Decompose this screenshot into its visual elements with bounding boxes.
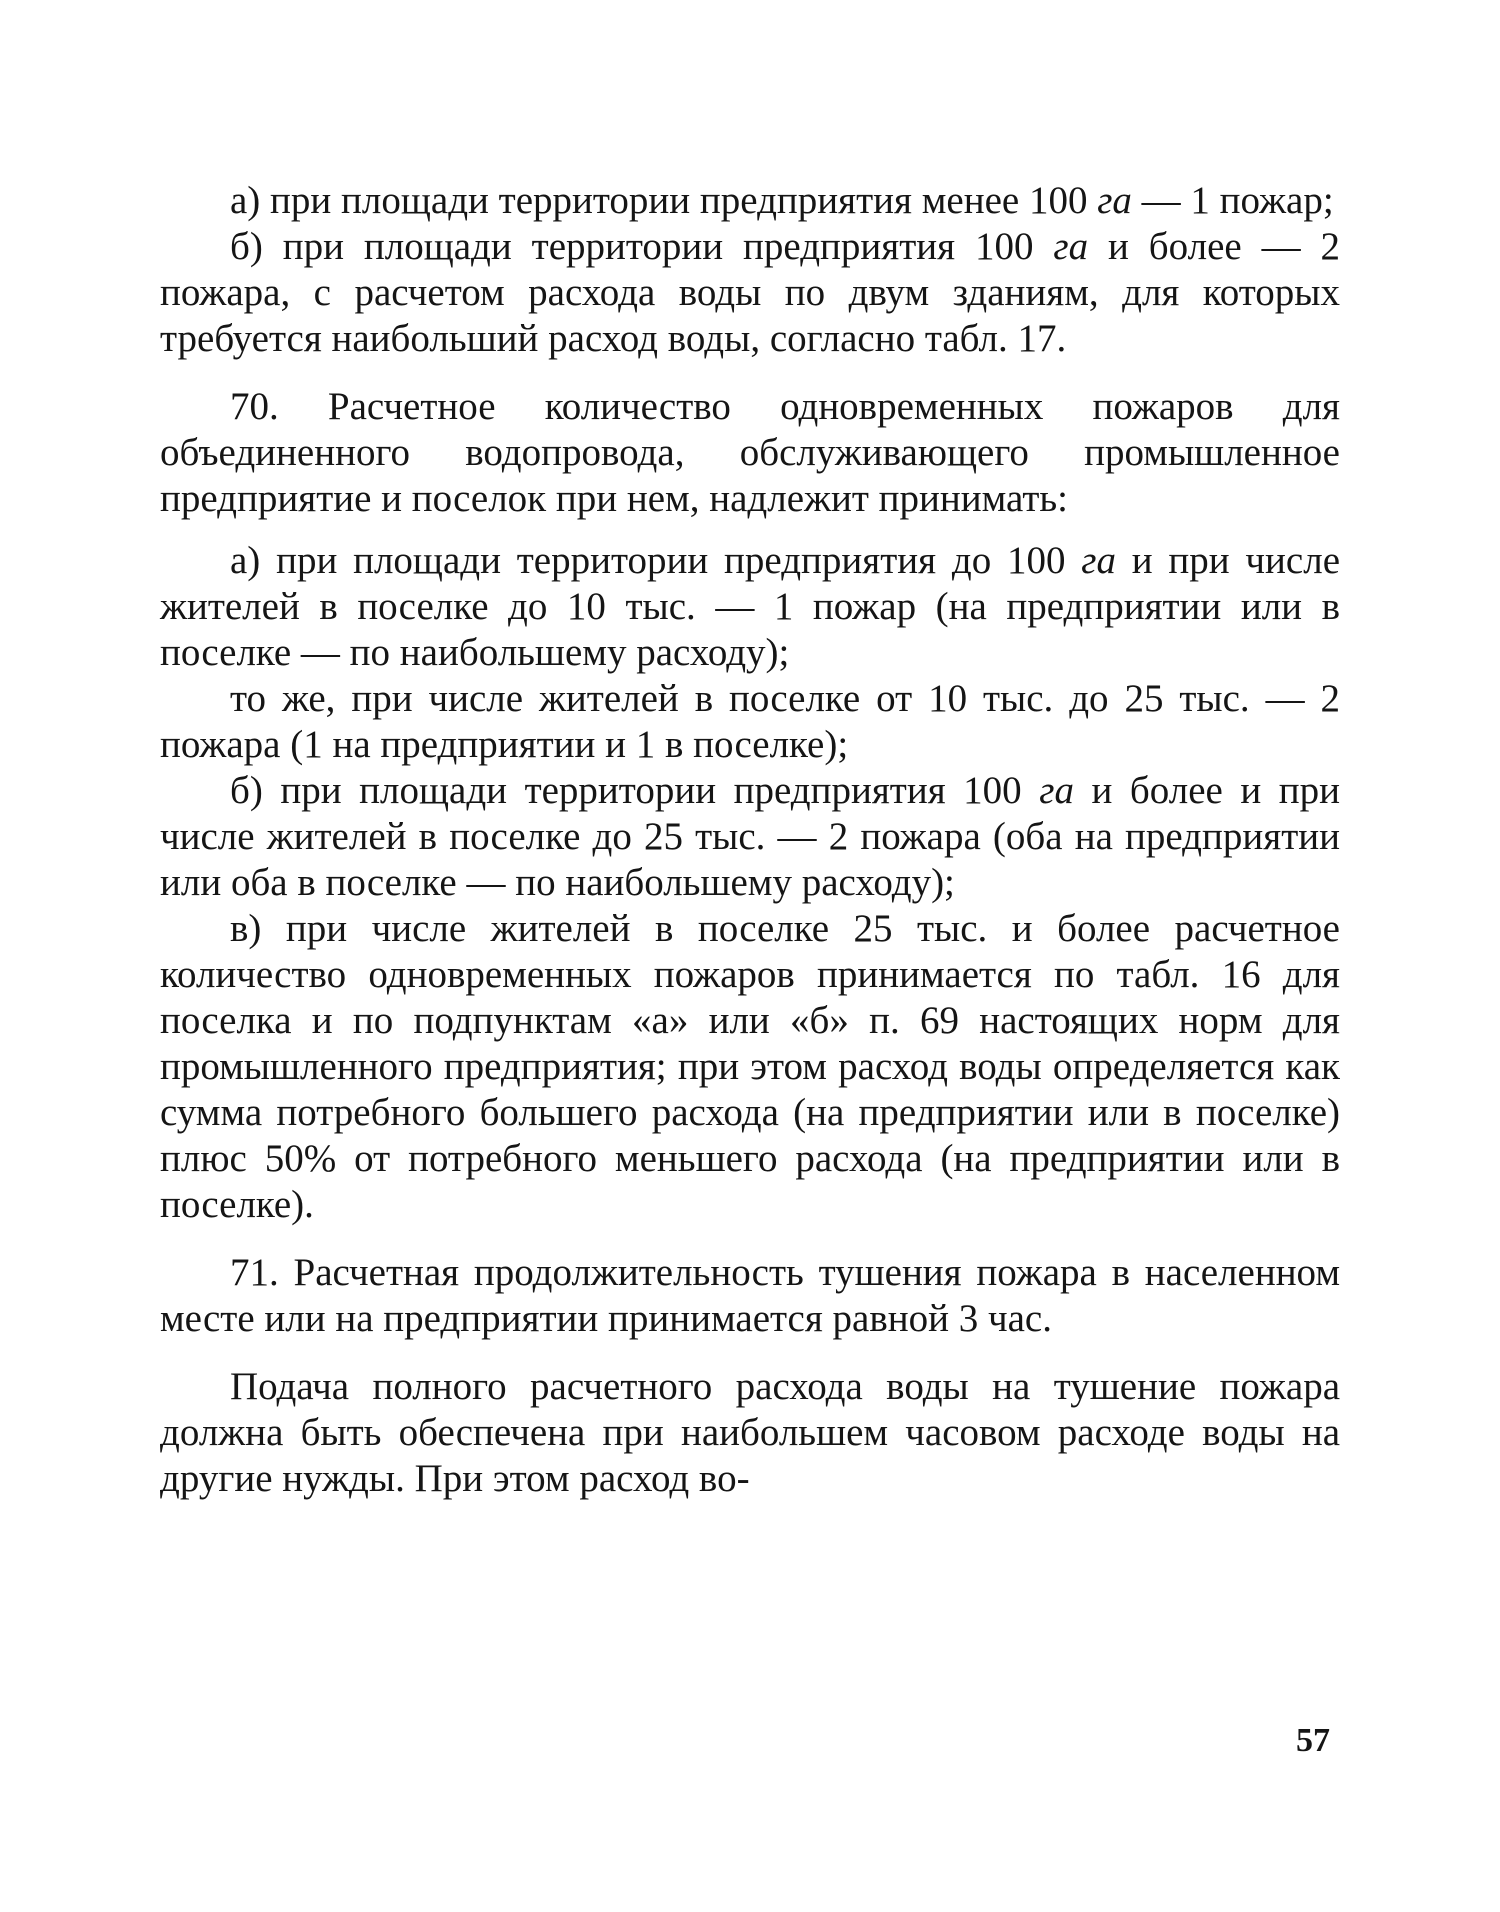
paragraph-70a-cont: то же, при числе жителей в поселке от 10 тыс. до 25 тыс. — 2 пожара (1 на предприятии и 1 в поселке); — [160, 677, 1340, 766]
page-number: 57 — [1296, 1722, 1330, 1759]
paragraph-70b: б) при площади территории предприятия 100 га и более и при числе жителей в поселке до 25 тыс. — 2 пожара (оба на предприятии или оба в поселке — по наибольшему расходу); — [160, 769, 1340, 904]
paragraph-69a: а) при площади территории предприятия менее 100 га — 1 пожар; — [230, 179, 1334, 222]
paragraph-70a: а) при площади территории предприятия до 100 га и при числе жителей в поселке до 10 тыс. — 1 пожар (на предприятии или в поселке — по наибольшему расходу); — [160, 539, 1340, 674]
paragraph-71-cont: Подача полного расчетного расхода воды на тушение пожара должна быть обеспечена при наибольшем часовом расходе воды на другие нужды. При этом расход во- — [160, 1365, 1340, 1500]
unit-ha: га — [1081, 539, 1116, 582]
paragraph-71: 71. Расчетная продолжительность тушения пожара в населенном месте или на предприятии принимается равной 3 час. — [160, 1251, 1340, 1340]
paragraph-70c: в) при числе жителей в поселке 25 тыс. и более расчетное количество одновременных пожаров принимается по табл. 16 для поселка и по подпунктам «а» или «б» п. 69 настоящих норм для промышленного предприятия; при этом расход воды определяется как сумма потребного большего расхода (на предприятии или в поселке) плюс 50% от потребного меньшего расхода (на предприятии или в поселке). — [160, 907, 1340, 1226]
unit-ha: га — [1053, 225, 1089, 268]
unit-ha: га — [1039, 769, 1074, 812]
paragraph-69b: б) при площади территории предприятия 100 га и более — 2 пожара, с расчетом расхода воды по двум зданиям, для которых требуется наибольший расход воды, согласно табл. 17. — [160, 225, 1340, 360]
body-text — [160, 178, 1340, 1502]
unit-ha: га — [1097, 179, 1132, 222]
paragraph-70: 70. Расчетное количество одновременных пожаров для объединенного водопровода, обслуживающего промышленное предприятие и поселок при нем, надлежит принимать: — [160, 385, 1340, 520]
